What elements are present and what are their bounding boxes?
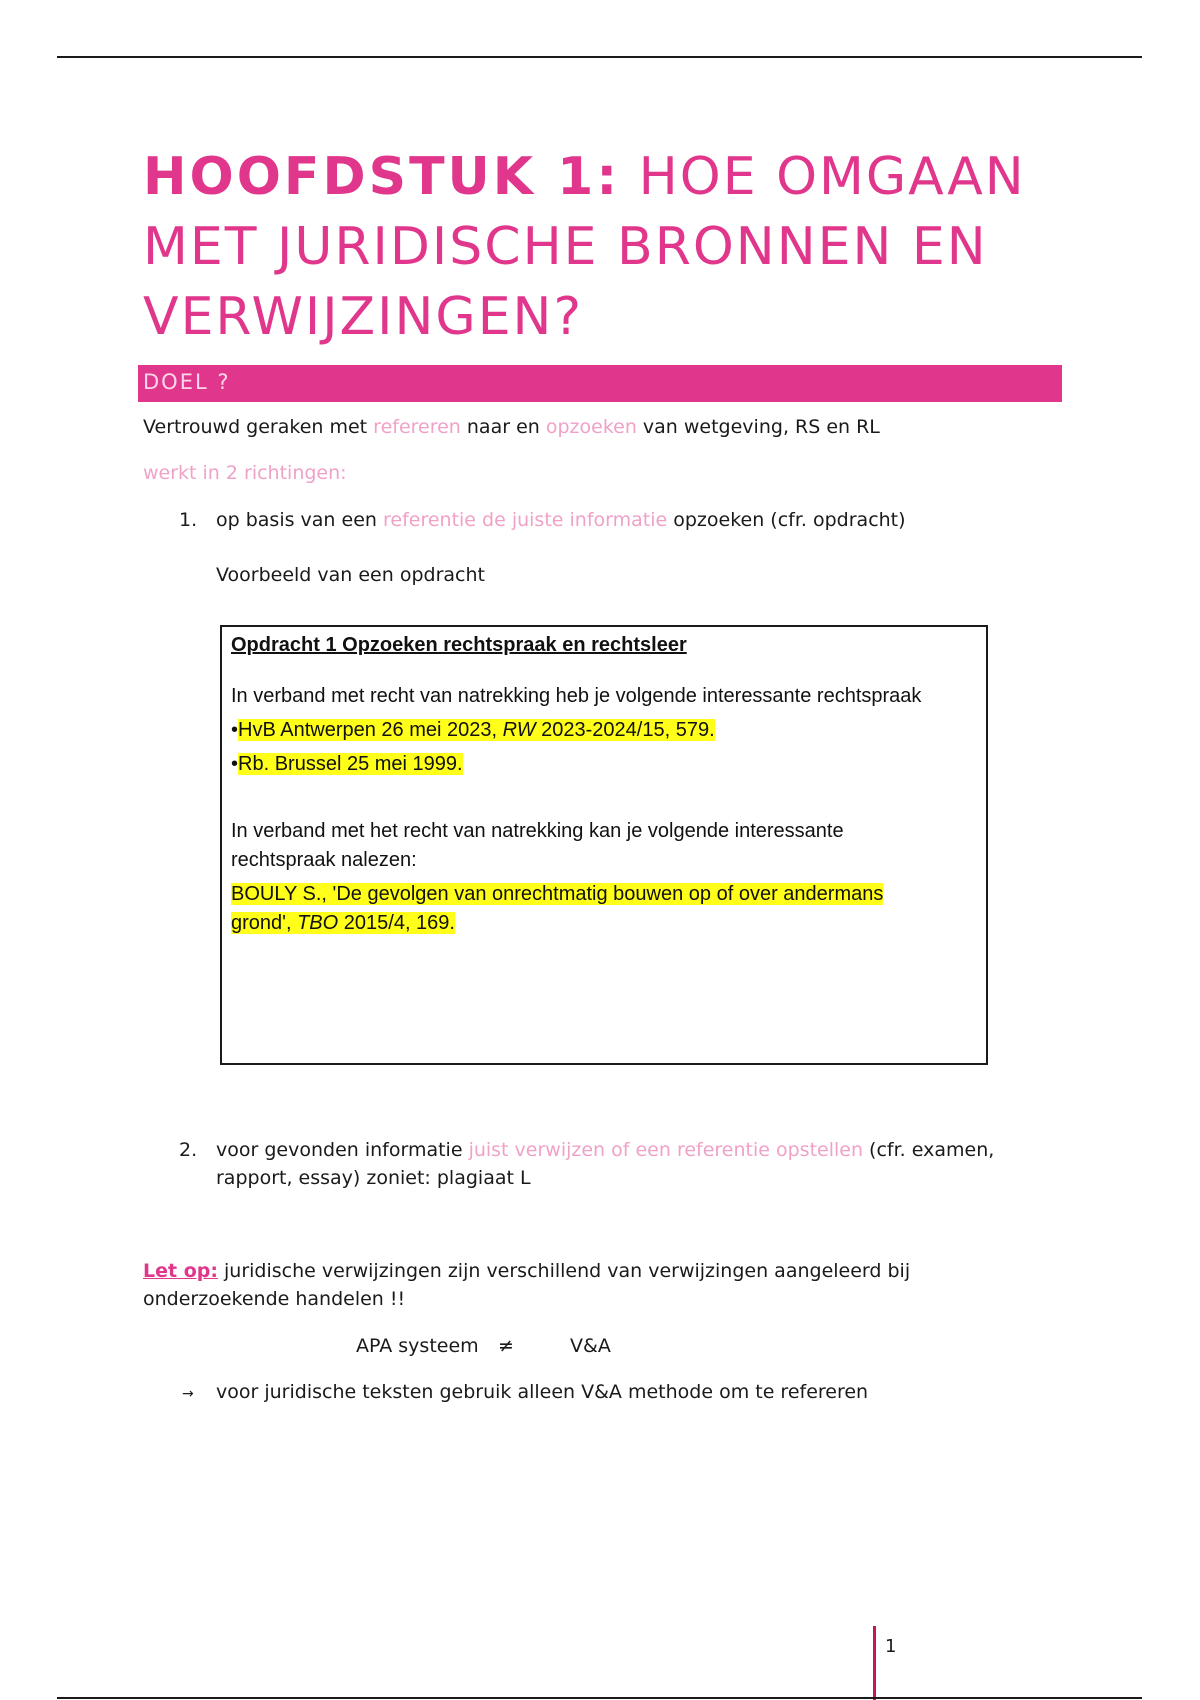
list-item-1: [216, 506, 906, 534]
arrow-icon: →: [182, 1386, 194, 1402]
bullet-1-italic: RW: [502, 719, 536, 741]
list-number-2: 2.: [179, 1139, 198, 1161]
let-op-note: [143, 1257, 1083, 1313]
item2-text-2: (cfr. examen,: [863, 1139, 995, 1161]
assignment-title: Opdracht 1 Opzoeken rechtspraak en rechtsleer: [231, 634, 687, 656]
page-number: 1: [885, 1636, 897, 1657]
assignment-line-2b: rechtspraak nalezen:: [231, 849, 417, 871]
item2-text-1: voor gevonden informatie: [216, 1139, 469, 1161]
intro-text-1: Vertrouwd geraken met: [143, 416, 374, 438]
chapter-title: [143, 142, 1083, 352]
apa-label: APA systeem: [356, 1335, 479, 1357]
let-op-text: juridische verwijzingen zijn verschillend van verwijzingen aangeleerd bij: [217, 1260, 911, 1282]
let-op-label: Let op:: [143, 1260, 218, 1282]
richtingen-label: werkt in 2 richtingen:: [143, 462, 347, 484]
item2-highlight: juist verwijzen of een referentie opstellen: [468, 1139, 864, 1161]
reference-a-highlight: BOULY S., 'De gevolgen van onrechtmatig bouwen op of over andermans: [231, 883, 884, 905]
assignment-line-1: In verband met recht van natrekking heb je volgende interessante rechtspraak: [231, 685, 922, 707]
assignment-box: [220, 625, 988, 1065]
intro-opzoeken: opzoeken: [545, 416, 637, 438]
assignment-line-2a: In verband met het recht van natrekking kan je volgende interessante: [231, 820, 844, 842]
reference-b-italic: TBO: [297, 912, 339, 934]
assignment-reference-b: [231, 912, 455, 935]
item1-text-1: op basis van een: [216, 509, 383, 531]
header-rule: [57, 56, 1142, 58]
bullet-2-highlight: Rb. Brussel 25 mei 1999.: [238, 753, 463, 775]
bullet-1-text-c: 2023-2024/15, 579.: [535, 719, 715, 741]
title-line-1: HOE OMGAAN: [620, 147, 1026, 207]
reference-b-highlight: [231, 912, 455, 934]
voorbeeld-label: Voorbeeld van een opdracht: [216, 564, 485, 586]
intro-refereren: refereren: [373, 416, 461, 438]
bullet-2: •: [231, 753, 239, 775]
item2-line-2: rapport, essay) zoniet: plagiaat L: [216, 1167, 531, 1189]
title-line-2: MET JURIDISCHE BRONNEN EN: [143, 217, 988, 277]
reference-b-text-1: grond',: [231, 912, 298, 934]
page-number-bar: [873, 1626, 876, 1700]
item1-highlight: referentie de juiste informatie: [382, 509, 668, 531]
assignment-bullet-2: [231, 753, 463, 776]
reference-b-text-3: 2015/4, 169.: [338, 912, 455, 934]
doel-heading-band: [138, 365, 1062, 402]
title-line-3: VERWIJZINGEN?: [143, 287, 584, 347]
assignment-bullet-1: [231, 719, 715, 742]
list-number-1: 1.: [179, 509, 198, 531]
intro-text-2: naar en: [460, 416, 546, 438]
intro-paragraph: [143, 413, 880, 441]
bullet-1-text-a: HvB Antwerpen 26 mei 2023,: [238, 719, 503, 741]
bullet-1: •: [231, 719, 239, 741]
va-label: V&A: [570, 1335, 611, 1357]
footer-rule: [57, 1697, 1142, 1699]
item1-text-2: opzoeken (cfr. opdracht): [667, 509, 906, 531]
list-item-2: [216, 1136, 1096, 1192]
doel-heading: DOEL ?: [143, 370, 231, 394]
chapter-number: HOOFDSTUK 1:: [143, 147, 621, 207]
intro-text-3: van wetgeving, RS en RL: [636, 416, 880, 438]
let-op-line-2: onderzoekende handelen !!: [143, 1288, 406, 1310]
not-equal-symbol: ≠: [498, 1335, 514, 1357]
assignment-reference-a: [231, 883, 883, 906]
arrow-item-text: voor juridische teksten gebruik alleen V&A methode om te refereren: [216, 1381, 869, 1403]
bullet-1-highlight: [238, 719, 715, 741]
